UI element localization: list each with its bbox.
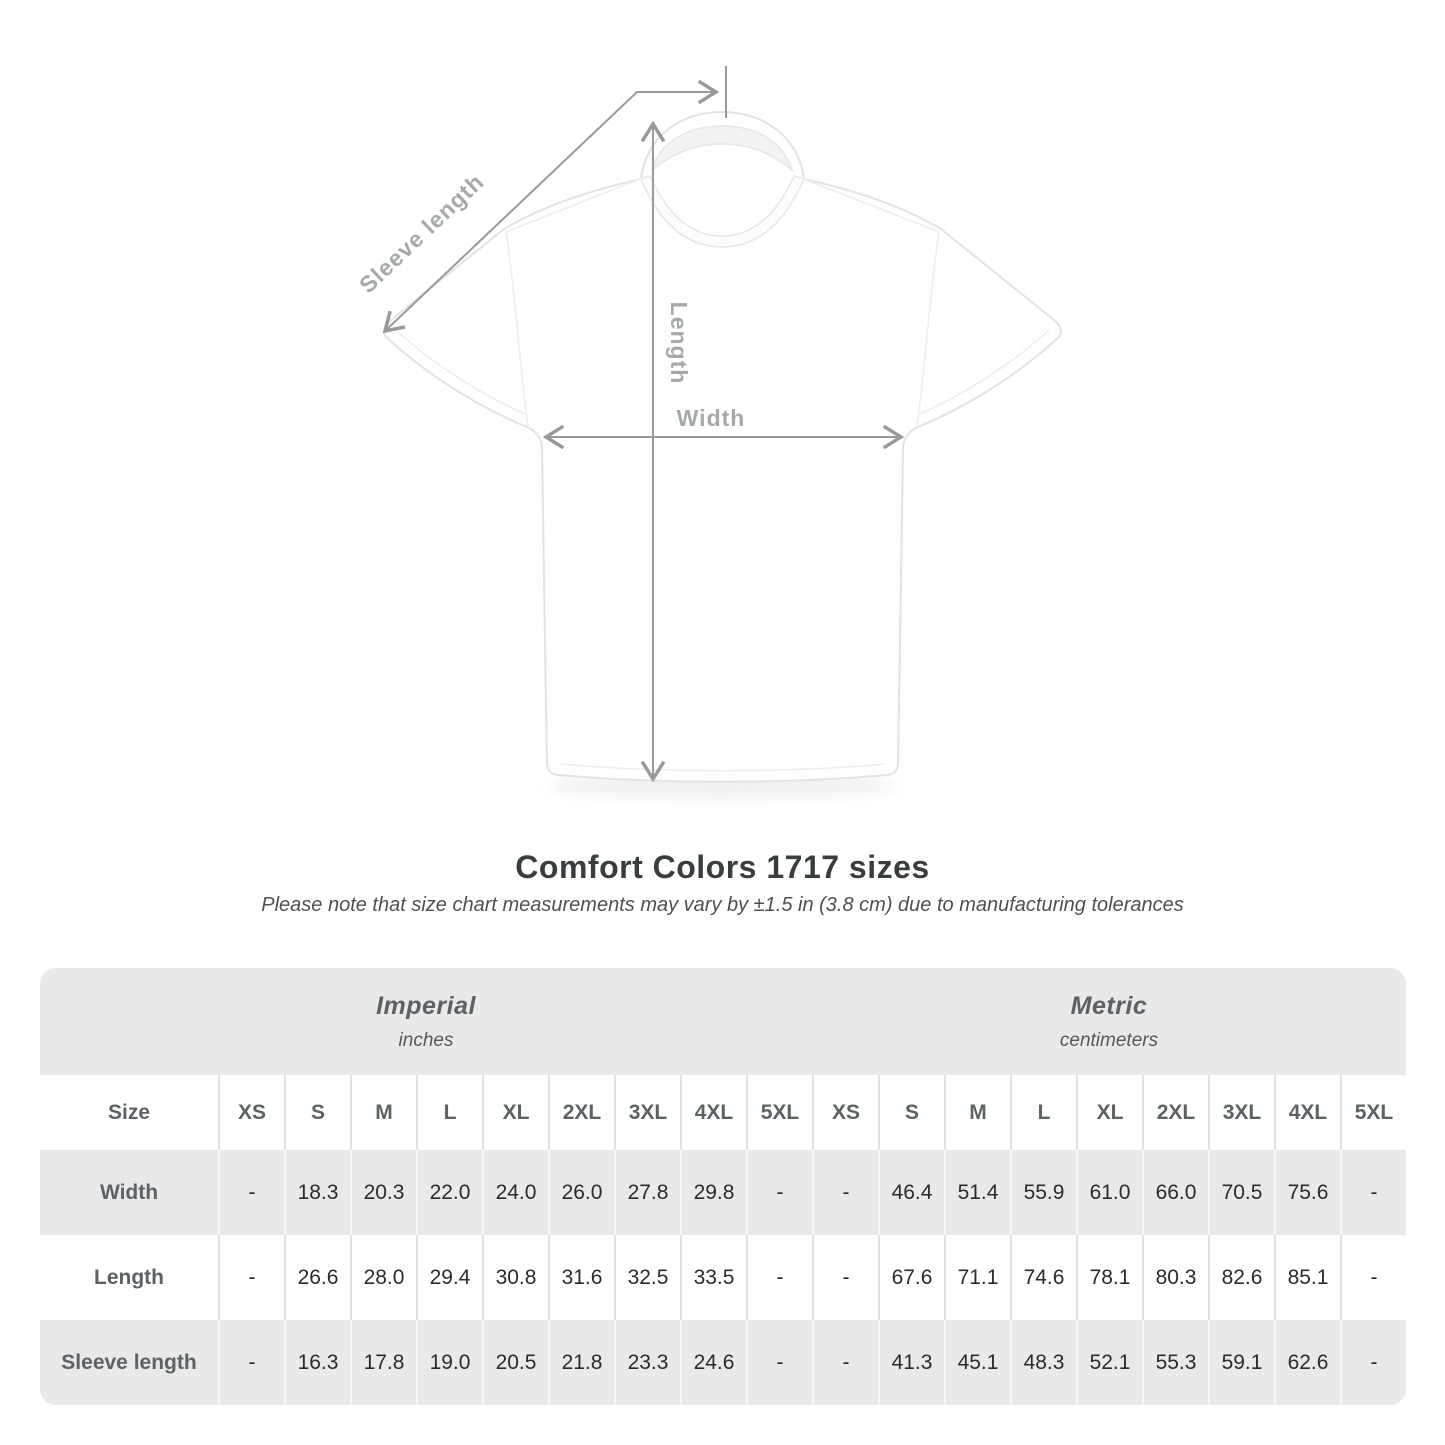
value-cell: 30.8 xyxy=(482,1235,548,1320)
size-header-cell: S xyxy=(878,1075,944,1150)
value-cell: 70.5 xyxy=(1208,1150,1274,1235)
value-cell: - xyxy=(218,1235,284,1320)
value-cell: 33.5 xyxy=(680,1235,746,1320)
size-header-cell: S xyxy=(284,1075,350,1150)
value-cell: 27.8 xyxy=(614,1150,680,1235)
value-cell: 29.4 xyxy=(416,1235,482,1320)
value-cell: 20.3 xyxy=(350,1150,416,1235)
value-cell: - xyxy=(746,1320,812,1405)
value-cell: 32.5 xyxy=(614,1235,680,1320)
size-header-cell: XL xyxy=(1076,1075,1142,1150)
size-chart-table xyxy=(40,968,1406,1405)
value-cell: 59.1 xyxy=(1208,1320,1274,1405)
length-label: Length xyxy=(666,301,692,385)
value-cell: 18.3 xyxy=(284,1150,350,1235)
tolerance-note: Please note that size chart measurements may vary by ±1.5 in (3.8 cm) due to manufacturing tolerances xyxy=(261,894,1184,916)
value-cell: 61.0 xyxy=(1076,1150,1142,1235)
value-cell: 46.4 xyxy=(878,1150,944,1235)
value-cell: 78.1 xyxy=(1076,1235,1142,1320)
value-cell: 82.6 xyxy=(1208,1235,1274,1320)
value-cell: - xyxy=(1340,1320,1406,1405)
sleeve-length-label: Sleeve length xyxy=(354,168,489,299)
imperial-unit: inches xyxy=(398,1029,454,1051)
metric-unit: centimeters xyxy=(1059,1029,1159,1051)
value-cell: 41.3 xyxy=(878,1320,944,1405)
value-cell: 52.1 xyxy=(1076,1320,1142,1405)
size-header-cell: L xyxy=(1010,1075,1076,1150)
value-cell: - xyxy=(218,1150,284,1235)
size-grid xyxy=(40,1075,1406,1405)
size-header-cell: 4XL xyxy=(1274,1075,1340,1150)
size-header-cell: 5XL xyxy=(1340,1075,1406,1150)
value-cell: 51.4 xyxy=(944,1150,1010,1235)
value-cell: - xyxy=(218,1320,284,1405)
row-label: Sleeve length xyxy=(40,1320,218,1405)
value-cell: - xyxy=(812,1320,878,1405)
value-cell: 28.0 xyxy=(350,1235,416,1320)
value-cell: 31.6 xyxy=(548,1235,614,1320)
value-cell: 71.1 xyxy=(944,1235,1010,1320)
value-cell: - xyxy=(1340,1150,1406,1235)
value-cell: 23.3 xyxy=(614,1320,680,1405)
value-cell: 66.0 xyxy=(1142,1150,1208,1235)
value-cell: 62.6 xyxy=(1274,1320,1340,1405)
value-cell: 75.6 xyxy=(1274,1150,1340,1235)
value-cell: - xyxy=(1340,1235,1406,1320)
value-cell: 26.6 xyxy=(284,1235,350,1320)
size-header-label: Size xyxy=(40,1075,218,1150)
size-header-cell: XS xyxy=(218,1075,284,1150)
metric-section-header xyxy=(812,968,1406,1075)
size-header-cell: 4XL xyxy=(680,1075,746,1150)
size-header-cell: L xyxy=(416,1075,482,1150)
value-cell: 80.3 xyxy=(1142,1235,1208,1320)
value-cell: 85.1 xyxy=(1274,1235,1340,1320)
value-cell: - xyxy=(746,1150,812,1235)
units-header-band xyxy=(40,968,1406,1075)
row-label: Length xyxy=(40,1235,218,1320)
value-cell: 26.0 xyxy=(548,1150,614,1235)
page-title: Comfort Colors 1717 sizes xyxy=(515,849,930,885)
value-cell: 24.0 xyxy=(482,1150,548,1235)
value-cell: - xyxy=(812,1150,878,1235)
value-cell: 48.3 xyxy=(1010,1320,1076,1405)
size-header-cell: 5XL xyxy=(746,1075,812,1150)
size-header-cell: M xyxy=(944,1075,1010,1150)
imperial-title: Imperial xyxy=(376,991,476,1020)
value-cell: 29.8 xyxy=(680,1150,746,1235)
size-header-cell: 2XL xyxy=(548,1075,614,1150)
value-cell: 19.0 xyxy=(416,1320,482,1405)
tshirt-graphic xyxy=(384,112,1061,782)
size-header-cell: 3XL xyxy=(1208,1075,1274,1150)
size-header-cell: 3XL xyxy=(614,1075,680,1150)
metric-title: Metric xyxy=(1070,991,1148,1020)
value-cell: - xyxy=(746,1235,812,1320)
size-header-cell: XS xyxy=(812,1075,878,1150)
value-cell: 24.6 xyxy=(680,1320,746,1405)
size-header-cell: XL xyxy=(482,1075,548,1150)
value-cell: 17.8 xyxy=(350,1320,416,1405)
value-cell: 21.8 xyxy=(548,1320,614,1405)
value-cell: 67.6 xyxy=(878,1235,944,1320)
value-cell: 74.6 xyxy=(1010,1235,1076,1320)
size-header-cell: M xyxy=(350,1075,416,1150)
value-cell: 22.0 xyxy=(416,1150,482,1235)
width-label: Width xyxy=(676,405,746,431)
row-label: Width xyxy=(40,1150,218,1235)
imperial-section-header xyxy=(40,968,812,1075)
value-cell: - xyxy=(812,1235,878,1320)
value-cell: 45.1 xyxy=(944,1320,1010,1405)
value-cell: 16.3 xyxy=(284,1320,350,1405)
value-cell: 20.5 xyxy=(482,1320,548,1405)
size-header-cell: 2XL xyxy=(1142,1075,1208,1150)
value-cell: 55.3 xyxy=(1142,1320,1208,1405)
value-cell: 55.9 xyxy=(1010,1150,1076,1235)
